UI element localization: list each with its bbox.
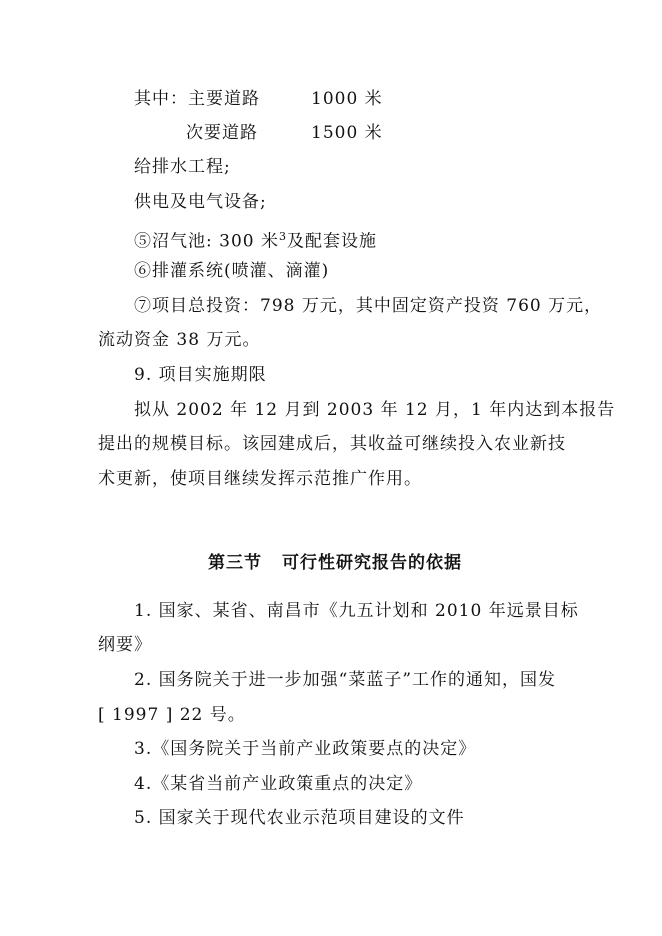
period-line-1: 拟从 2002 年 12 月到 2003 年 12 月，1 年内达到本报告 [134, 400, 616, 420]
secondary-road-line [186, 121, 383, 145]
basis-item-3: 3.《国务院关于当前产业政策要点的决定》 [134, 739, 477, 759]
water-line: 给排水工程; [134, 157, 231, 177]
section-title: 可行性研究报告的依据 [282, 553, 462, 573]
biogas-text-post: 及配套设施 [286, 231, 377, 252]
investment-line-1: ⑦项目总投资：798 万元，其中固定资产投资 760 万元， [134, 296, 603, 316]
period-line-2: 提出的规模目标。该园建成后，其收益可继续投入农业新技 [98, 434, 566, 454]
basis-item-2b: [ 1997 ] 22 号。 [98, 705, 246, 725]
basis-item-5: 5. 国家关于现代农业示范项目建设的文件 [134, 808, 465, 828]
biogas-line [134, 225, 377, 254]
biogas-superscript: 3 [278, 230, 287, 243]
investment-line-2: 流动资金 38 万元。 [98, 330, 261, 350]
power-line: 供电及电气设备; [134, 192, 267, 212]
main-road-label: 主要道路 [188, 89, 260, 109]
secondary-road-value: 1500 米 [311, 123, 383, 143]
basis-item-1a: 1. 国家、某省、南昌市《九五计划和 2010 年远景目标 [134, 601, 579, 621]
secondary-road-label: 次要道路 [186, 123, 258, 143]
irrigation-line: ⑥排灌系统(喷灌、滴灌) [134, 261, 330, 281]
basis-item-2a: 2. 国务院关于进一步加强“菜蓝子”工作的通知，国发 [134, 670, 557, 690]
section-heading [208, 551, 462, 575]
main-road-line [134, 87, 383, 111]
biogas-text: ⑤沼气池: 300 米 [134, 231, 279, 252]
period-heading: 9. 项目实施期限 [134, 365, 267, 385]
period-line-3: 术更新，使项目继续发挥示范推广作用。 [98, 469, 422, 489]
basis-item-4: 4.《某省当前产业政策重点的决定》 [134, 774, 423, 794]
section-number: 第三节 [208, 553, 262, 573]
basis-item-1b: 纲要》 [98, 635, 152, 655]
main-road-value: 1000 米 [311, 89, 383, 109]
roads-prefix: 其中： [134, 89, 188, 109]
